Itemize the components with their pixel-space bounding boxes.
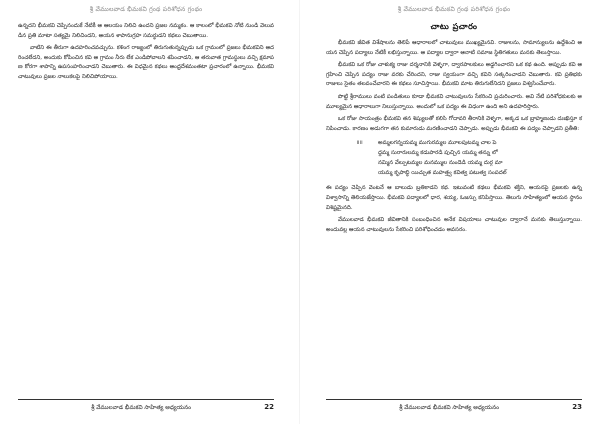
paragraph: వేములవాడ భీమకవి జీవితానికి సంబంధించిన అనేక విషయాలు చాటువుల ద్వారానే మనకు తెలుస్తున్నాయి. అందువల్ల ఆయన చాటువులను సేకరించి పరిశోధించడం అవసరం. bbox=[326, 217, 582, 233]
running-header-left-text: శ్రీ వేములవాడ భీమకవి గ్రంథ పరిశోధన గ్రంథం bbox=[89, 6, 203, 13]
paragraph: పొట్టి శ్రీరాములు వంటి పండితులు కూడా భీమకవి చాటువులను సేకరించి ప్రచురించారు. అవి నేటి పరిశోధకులకు అమూల్యమైన ఆధారాలుగా నిలుస్తున్నాయి. అందులో ఒక పద్యం ఈ విధంగా ఉంది అని ఉదహరిస్తారు. bbox=[326, 93, 582, 110]
paragraph: ఒక రోజు సాయంత్రం భీమకవి తన శిష్యులతో కలిసి గోదావరి తీరానికి వెళ్ళగా, అక్కడ ఒక బ్రాహ్మణుడు దుఃఖిస్తూ కనిపించాడు. కారణం అడుగగా తన కుమారుడు మరణించాడని చెప్పాడు. అప్పుడు భీమకవి ఈ పద్యం చెప్పాడని ప్రతీతి: bbox=[326, 116, 582, 132]
page-number: 22 bbox=[264, 403, 274, 411]
page-number: 23 bbox=[572, 403, 582, 411]
verse-line bbox=[356, 158, 582, 168]
paragraph: భీమకవి ఒక రోజు చాళుక్య రాజు దర్శనానికి వెళ్ళగా, ద్వారపాలకులు అడ్డగించారని ఒక కథ ఉంది. అప్పుడు కవి ఆగ్రహించి చెప్పిన పద్యం రాజు వరకు చేరిందని, రాజు స్వయంగా వచ్చి కవిని సత్కరించాడని చెబుతారు. కవి ప్రతిభకు రాజులు సైతం తలవంచేవారని ఈ కథలు సూచిస్తాయి. భీమకవి మాట తిరుగులేనిదని ప్రజలు విశ్వసించేవారు. bbox=[326, 62, 582, 88]
right-page bbox=[300, 0, 600, 424]
left-body-text bbox=[18, 22, 274, 83]
footer-book-title: శ్రీ వేములవాడ భీమకవి సాహిత్య అధ్యయనం bbox=[399, 405, 500, 411]
verse-line bbox=[356, 168, 582, 178]
paragraph: ఈ పద్యం చెప్పిన వెంటనే ఆ బాలుడు బ్రతికాడని కథ. ఇటువంటి కథలు భీమకవి శక్తిని, ఆయనపై ప్రజలకు ఉన్న విశ్వాసాన్ని తెలియజేస్తాయి. భీమకవి పద్యాలలో ధార, శయ్య, ఓజస్సు కనిపిస్తాయి. తెలుగు సాహిత్యంలో ఆయన స్థానం విశిష్టమైనది. bbox=[326, 185, 582, 211]
verse-line-text: నమ్మిన వేల్పుటమ్మల మనమ్ముల నుండెడి యమ్మ దుర్గ మా bbox=[378, 160, 503, 167]
verse-number: ॥॥ bbox=[356, 140, 363, 147]
running-header-left bbox=[18, 6, 274, 14]
chapter-title: చాటు ప్రచారం bbox=[430, 22, 478, 31]
verse-line bbox=[356, 138, 582, 148]
page-footer-left bbox=[18, 399, 274, 412]
verse-line-text: ద్దమ్మ సురారులమ్మ కడుపారడి పుచ్చిన యమ్మ తన్ను లో bbox=[378, 150, 498, 157]
verse-line-text: యమ్మ కృపాబ్ధి యిచ్చుత మహత్త్వ కవిత్వ పటుత్వ సంపదల్ bbox=[378, 170, 507, 177]
right-body-text bbox=[326, 39, 582, 235]
footer-book-title: శ్రీ వేములవాడ భీమకవి సాహిత్య అధ్యయనం bbox=[91, 405, 192, 411]
running-header-right bbox=[326, 6, 582, 14]
page-footer-right bbox=[326, 399, 582, 412]
running-header-right-text: శ్రీ వేములవాడ భీమకవి గ్రంథ పరిశోధన గ్రంథం bbox=[397, 6, 511, 13]
paragraph: ఉన్నదని భీమకవి చెప్పినందుకే నేటికీ ఆ ఆలయం నిలిచి ఉందని ప్రజల నమ్మకం. ఆ కాలంలో భీమకవి నోటి నుండి వెలువడిన ప్రతి మాటా సత్యమై నిలిచిందని, ఆయన శాపానుగ్రహ సమర్థుడని కథలు చెబుతాయి. bbox=[18, 23, 274, 39]
verse-line bbox=[356, 148, 582, 158]
verse-line-text: అమ్మలగన్నయమ్మ ముగురమ్మల మూలపుటమ్మ చాల పె bbox=[378, 140, 497, 147]
paragraph: భీమకవి జీవిత విశేషాలను తెలిపే ఆధారాలలో చాటువులు ముఖ్యమైనవి. రాజులను, సామాన్యులను ఉద్దేశించి ఆయన చెప్పిన పద్యాలు నేటికీ లభిస్తున్నాయి. ఆ పద్యాల ద్వారా ఆనాటి సమాజ స్థితిగతులు మనకు తెలుస్తాయి. bbox=[326, 40, 582, 56]
paragraph: వాటిని ఈ తీరుగా ఉదహరించవచ్చును. కళింగ రాజ్యంలో తిరుగుతున్నప్పుడు ఒక గ్రామంలో ప్రజలు భీమకవిని ఆదరించలేదని, అందుకు కోపించిన కవి ఆ గ్రామం నీరు లేక ఎండిపోవాలని శపించాడని, ఆ తరువాత గ్రామస్థులు వచ్చి క్షమాపణ కోరగా శాపాన్ని ఉపసంహరించాడని చెబుతారు. ఈ విధమైన కథలు ఆంధ్రదేశమంతటా ప్రచారంలో ఉన్నాయి. భీమకవి చాటువులు ప్రజల నాలుకలపై నిలిచిపోయాయి. bbox=[18, 45, 274, 80]
verse-block bbox=[356, 138, 582, 178]
